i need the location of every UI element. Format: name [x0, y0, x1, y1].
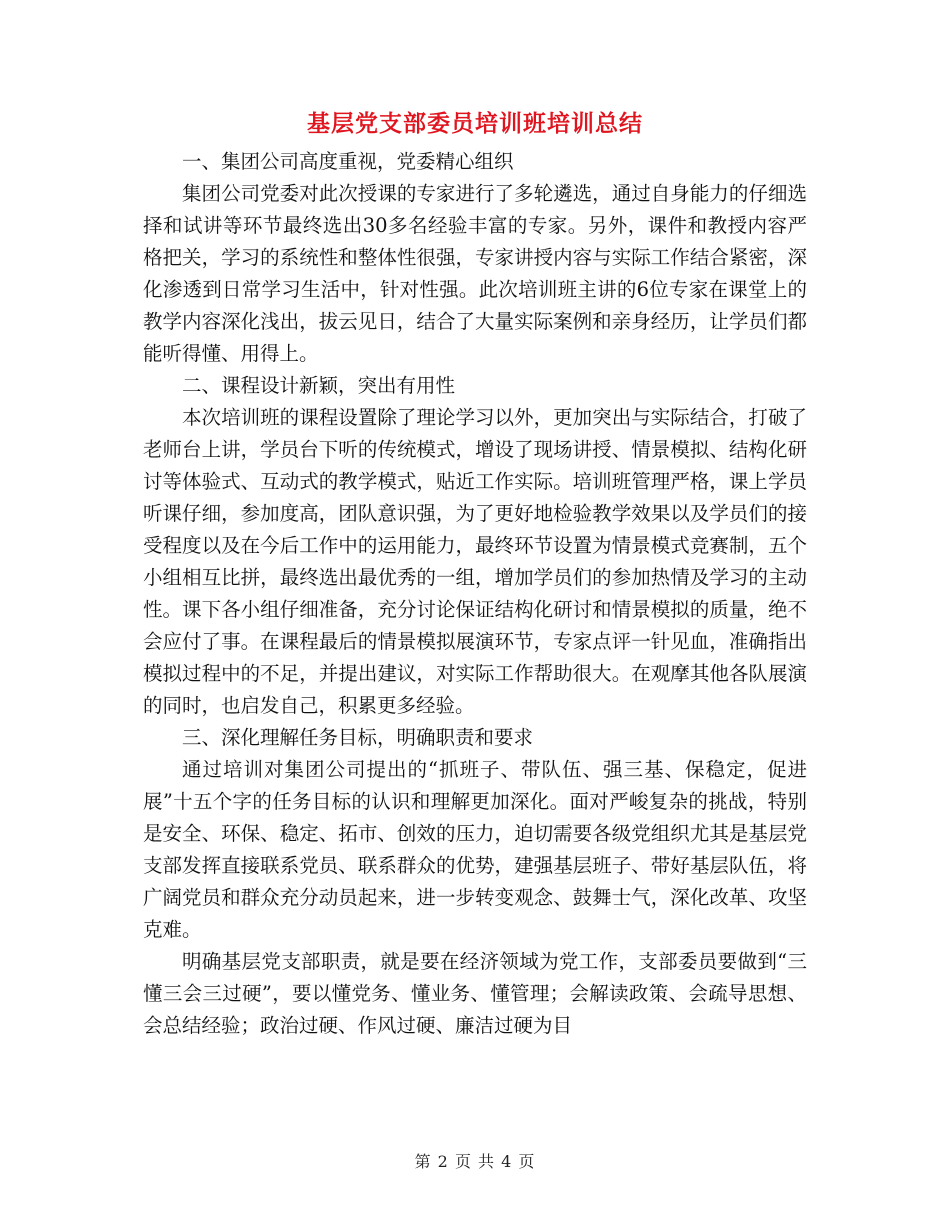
page-footer: 第 2 页 共 4 页	[414, 1152, 536, 1171]
paragraph-2: 本次培训班的课程设置除了理论学习以外，更加突出与实际结合，打破了老师台上讲，学员台下听的传统模式，增设了现场讲授、情景模拟、结构化研讨等体验式、互动式的教学模式，贴近工作实际。培训班管理严格，课上学员听课仔细，参加度高，团队意识强，为了更好地检验教学效果以及学员们的接受程度以及在今后工作中的运用能力，最终环节设置为情景模式竞赛制，五个小组相互比拼，最终选出最优秀的一组，增加学员们的参加热情及学习的主动性。课下各小组仔细准备，充分讨论保证结构化研讨和情景模拟的质量，绝不会应付了事。在课程最后的情景模拟展演环节，专家点评一针见血，准确指出模拟过程中的不足，并提出建议，对实际工作帮助很大。在观摩其他各队展演的同时，也启发自己，积累更多经验。	[143, 406, 807, 717]
section-heading-3: 三、深化理解任务目标，明确职责和要求	[182, 726, 534, 749]
paragraph-3: 通过培训对集团公司提出的“抓班子、带队伍、强三基、保稳定，促进展”十五个字的任务目标的认识和理解更加深化。面对严峻复杂的挑战，特别是安全、环保、稳定、拓市、创效的压力，迫切需要各级党组织尤其是基层党支部发挥直接联系党员、联系群众的优势，建强基层班子、带好基层队伍，将广阔党员和群众充分动员起来，进一步转变观念、鼓舞士气，深化改革、攻坚克难。	[143, 758, 807, 941]
section-heading-2: 二、课程设计新颖，突出有用性	[182, 374, 456, 397]
paragraph-4: 明确基层党支部职责，就是要在经济领域为党工作，支部委员要做到“三懂三会三过硬”，要以懂党务、懂业务、懂管理；会解读政策、会疏导思想、会总结经验；政治过硬、作风过硬、廉洁过硬为目	[143, 950, 807, 1037]
section-heading-1: 一、集团公司高度重视，党委精心组织	[182, 150, 514, 173]
document-title: 基层党支部委员培训班培训总结	[307, 111, 643, 137]
paragraph-1: 集团公司党委对此次授课的专家进行了多轮遴选，通过自身能力的仔细选择和试讲等环节最终选出30多名经验丰富的专家。另外，课件和教授内容严格把关，学习的系统性和整体性很强，专家讲授内容与实际工作结合紧密，深化渗透到日常学习生活中，针对性强。此次培训班主讲的6位专家在课堂上的教学内容深化浅出，拔云见日，结合了大量实际案例和亲身经历，让学员们都能听得懂、用得上。	[143, 182, 807, 365]
document-body	[143, 146, 807, 1042]
